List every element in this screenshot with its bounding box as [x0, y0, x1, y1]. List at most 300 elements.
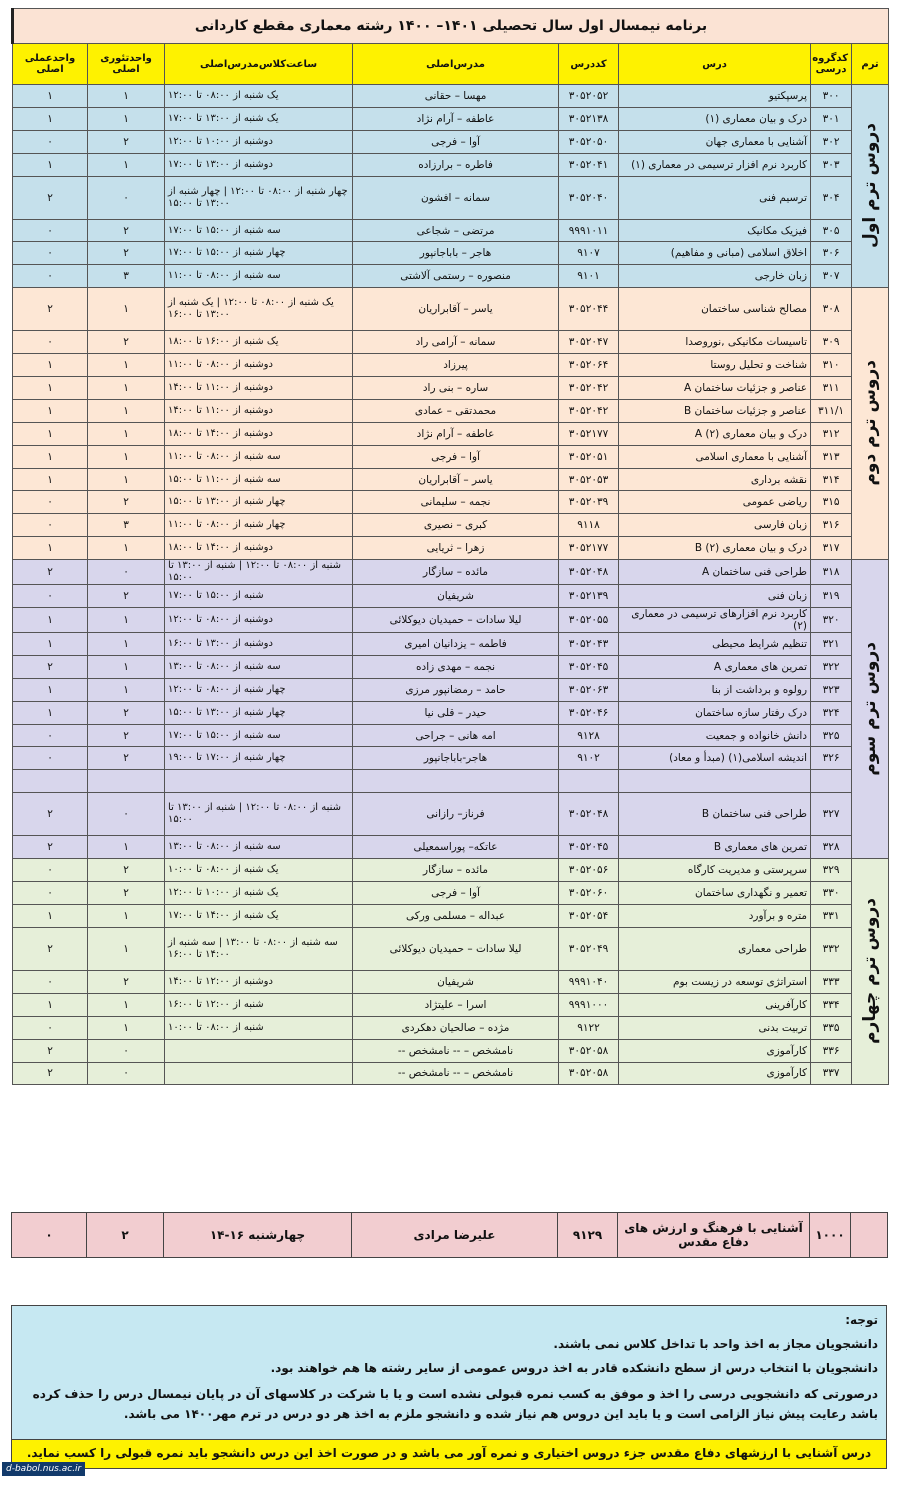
- theory-units: ۱: [88, 655, 165, 678]
- teacher: [353, 770, 559, 793]
- course-name: تعمیر و نگهداری ساختمان: [619, 882, 811, 905]
- course-id: ۹۹۹۱۰۱۱: [559, 219, 619, 242]
- table-row: [13, 176, 889, 219]
- extra-time: چهارشنبه ۱۶-۱۴: [164, 1213, 352, 1258]
- group-code: ۳۱۳: [811, 445, 852, 468]
- course-id: ۳۰۵۲۰۴۸: [559, 560, 619, 585]
- table-row: [13, 242, 889, 265]
- practical-units: ۰: [13, 585, 88, 608]
- teacher: مژده – صالحیان دهکردی: [353, 1016, 559, 1039]
- group-code: ۳۱۱/۱: [811, 399, 852, 422]
- group-code: ۳۱۶: [811, 514, 852, 537]
- practical-units: ۱: [13, 377, 88, 400]
- practical-units: ۲: [13, 836, 88, 859]
- class-time: دوشنبه از ۱۳:۰۰ تا ۱۷:۰۰: [165, 153, 353, 176]
- teacher: سمانه – آرامی راد: [353, 331, 559, 354]
- theory-units: ۱: [88, 107, 165, 130]
- teacher: سمانه – افشون: [353, 176, 559, 219]
- practical-units: ۱: [13, 633, 88, 656]
- practical-units: ۱: [13, 678, 88, 701]
- course-id: ۹۱۲۲: [559, 1016, 619, 1039]
- theory-units: ۱: [88, 993, 165, 1016]
- practical-units: ۲: [13, 560, 88, 585]
- course-name: متره و برآورد: [619, 905, 811, 928]
- class-time: شنبه از ۰۸:۰۰ تا ۱۲:۰۰ | شنبه از ۱۳:۰۰ تا ۱۵:۰۰: [165, 793, 353, 836]
- teacher: یاسر – آقابراریان: [353, 468, 559, 491]
- page-title: برنامه نیمسال اول سال تحصیلی ۱۴۰۱– ۱۴۰۰ رشته معماری مقطع کاردانی: [13, 9, 889, 44]
- theory-units: ۱: [88, 905, 165, 928]
- group-code: ۳۱۱: [811, 377, 852, 400]
- column-header: مدرس‌اصلی: [353, 44, 559, 85]
- class-time: یک شنبه از ۱۴:۰۰ تا ۱۷:۰۰: [165, 905, 353, 928]
- practical-units: ۱: [13, 701, 88, 724]
- column-header: واحدتئوری اصلی: [88, 44, 165, 85]
- class-time: شنبه از ۰۸:۰۰ تا ۱۲:۰۰ | شنبه از ۱۳:۰۰ تا ۱۵:۰۰: [165, 560, 353, 585]
- theory-units: ۱: [88, 399, 165, 422]
- teacher: حیدر – قلی نیا: [353, 701, 559, 724]
- teacher: هاجر – باباجانپور: [353, 242, 559, 265]
- course-id: ۳۰۵۲۰۴۸: [559, 793, 619, 836]
- practical-units: ۲: [13, 655, 88, 678]
- course-name: فیزیک مکانیک: [619, 219, 811, 242]
- course-id: ۹۱۰۲: [559, 747, 619, 770]
- extra-course: [11, 1212, 887, 1258]
- column-header: ساعت‌کلاس‌مدرس‌اصلی: [165, 44, 353, 85]
- extra-practical: ۰: [12, 1213, 87, 1258]
- theory-units: ۳: [88, 514, 165, 537]
- class-time: دوشنبه از ۱۲:۰۰ تا ۱۴:۰۰: [165, 970, 353, 993]
- theory-units: ۲: [88, 724, 165, 747]
- teacher: مائده – سازگار: [353, 859, 559, 882]
- group-code: [811, 770, 852, 793]
- course-name: زبان فارسی: [619, 514, 811, 537]
- practical-units: ۱: [13, 399, 88, 422]
- practical-units: ۰: [13, 882, 88, 905]
- teacher: فاطمه – یزدانیان امیری: [353, 633, 559, 656]
- theory-units: ۲: [88, 585, 165, 608]
- class-time: سه شنبه از ۰۸:۰۰ تا ۱۳:۰۰: [165, 836, 353, 859]
- course-id: ۳۰۵۲۰۴۹: [559, 927, 619, 970]
- course-id: [559, 770, 619, 793]
- course-id: ۹۹۹۱۰۰۰: [559, 993, 619, 1016]
- teacher: نجمه – مهدی زاده: [353, 655, 559, 678]
- column-header: واحدعملی اصلی: [13, 44, 88, 85]
- table-row: [13, 85, 889, 108]
- theory-units: ۱: [88, 354, 165, 377]
- table-row: [13, 130, 889, 153]
- group-code: ۳۰۲: [811, 130, 852, 153]
- course-name: سرپرستی و مدیریت کارگاه: [619, 859, 811, 882]
- course-name: کاربرد نرم افزارهای ترسیمی در معماری (۲): [619, 608, 811, 633]
- term-label: [852, 85, 889, 288]
- group-code: ۳۳۳: [811, 970, 852, 993]
- table-row: [13, 770, 889, 793]
- teacher: منصوره – رستمی آلاشتی: [353, 265, 559, 288]
- schedule-table: [11, 8, 889, 1085]
- course-id: ۳۰۵۲۱۳۸: [559, 107, 619, 130]
- group-code: ۳۲۰: [811, 608, 852, 633]
- theory-units: ۲: [88, 859, 165, 882]
- course-id: ۳۰۵۲۰۵۲: [559, 85, 619, 108]
- course-id: ۳۰۵۲۰۵۸: [559, 1062, 619, 1085]
- class-time: چهار شنبه از ۱۳:۰۰ تا ۱۵:۰۰: [165, 491, 353, 514]
- extra-course-table: [11, 1212, 888, 1258]
- class-time: چهار شنبه از ۰۸:۰۰ تا ۱۲:۰۰: [165, 678, 353, 701]
- teacher: پیرزاد: [353, 354, 559, 377]
- table-row: [13, 970, 889, 993]
- course-id: ۳۰۵۲۰۶۳: [559, 678, 619, 701]
- class-time: [165, 770, 353, 793]
- course-name: درک و بیان معماری (۲) A: [619, 422, 811, 445]
- course-id: ۳۰۵۲۰۴۳: [559, 633, 619, 656]
- class-time: سه شنبه از ۰۸:۰۰ تا ۱۱:۰۰: [165, 265, 353, 288]
- group-code: ۳۲۶: [811, 747, 852, 770]
- teacher: یاسر – آقابراریان: [353, 288, 559, 331]
- theory-units: ۱: [88, 85, 165, 108]
- practical-units: ۱: [13, 85, 88, 108]
- theory-units: ۱: [88, 678, 165, 701]
- theory-units: ۱: [88, 422, 165, 445]
- table-row: [13, 993, 889, 1016]
- class-time: سه شنبه از ۱۵:۰۰ تا ۱۷:۰۰: [165, 724, 353, 747]
- theory-units: ۲: [88, 882, 165, 905]
- course-name: زبان خارجی: [619, 265, 811, 288]
- notes-footer: درس آشنایی با ارزشهای دفاع مقدس جزء دروس اختیاری و نمره آور می باشد و در صورت اخذ این درس دانشجو باید نمره قبولی را کسب نماید.: [12, 1439, 886, 1468]
- course-name: دانش خانواده و جمعیت: [619, 724, 811, 747]
- practical-units: ۰: [13, 970, 88, 993]
- class-time: دوشنبه از ۱۱:۰۰ تا ۱۴:۰۰: [165, 399, 353, 422]
- course-id: ۳۰۵۲۰۵۴: [559, 905, 619, 928]
- group-code: ۳۱۲: [811, 422, 852, 445]
- group-code: ۳۲۳: [811, 678, 852, 701]
- table-row: [13, 608, 889, 633]
- class-time: [165, 1062, 353, 1085]
- teacher: نامشخص – -- نامشخص --: [353, 1062, 559, 1085]
- course-id: ۳۰۵۲۰۴۰: [559, 176, 619, 219]
- class-time: چهار شنبه از ۱۷:۰۰ تا ۱۹:۰۰: [165, 747, 353, 770]
- course-id: ۳۰۵۲۱۳۹: [559, 585, 619, 608]
- theory-units: ۰: [88, 793, 165, 836]
- class-time: شنبه از ۱۵:۰۰ تا ۱۷:۰۰: [165, 585, 353, 608]
- practical-units: ۱: [13, 153, 88, 176]
- theory-units: ۳: [88, 265, 165, 288]
- group-code: ۳۳۱: [811, 905, 852, 928]
- note-line: دانشجویان مجاز به اخذ واحد با تداخل کلاس نمی باشند.: [553, 1337, 878, 1351]
- practical-units: ۰: [13, 242, 88, 265]
- table-row: [13, 560, 889, 585]
- class-time: دوشنبه از ۱۱:۰۰ تا ۱۴:۰۰: [165, 377, 353, 400]
- table-row: [13, 153, 889, 176]
- course-name: کارآموزی: [619, 1039, 811, 1062]
- practical-units: ۱: [13, 608, 88, 633]
- class-time: [165, 1039, 353, 1062]
- practical-units: ۱: [13, 905, 88, 928]
- group-code: ۳۳۰: [811, 882, 852, 905]
- teacher: اسرا – علیتژاد: [353, 993, 559, 1016]
- group-code: ۳۱۴: [811, 468, 852, 491]
- teacher: فاطره – برارزاده: [353, 153, 559, 176]
- theory-units: ۲: [88, 701, 165, 724]
- course-name: درک و بیان معماری (۱): [619, 107, 811, 130]
- practical-units: ۰: [13, 265, 88, 288]
- class-time: سه شنبه از ۰۸:۰۰ تا ۱۳:۰۰ | سه شنبه از ۱۴:۰۰ تا ۱۶:۰۰: [165, 927, 353, 970]
- class-time: دوشنبه از ۱۳:۰۰ تا ۱۶:۰۰: [165, 633, 353, 656]
- course-id: ۳۰۵۲۰۵۵: [559, 608, 619, 633]
- header-row: [13, 44, 889, 85]
- group-code: ۳۲۷: [811, 793, 852, 836]
- theory-units: ۱: [88, 377, 165, 400]
- term-label-text: دروس ترم دوم: [860, 360, 881, 486]
- teacher: محمدتقی – عمادی: [353, 399, 559, 422]
- extra-course-row: [12, 1213, 888, 1258]
- class-time: دوشنبه از ۱۴:۰۰ تا ۱۸:۰۰: [165, 537, 353, 560]
- extra-course-name: آشنایی با فرهنگ و ارزش های دفاع مقدس: [618, 1213, 810, 1258]
- table-row: [13, 701, 889, 724]
- class-time: چهار شنبه از ۰۸:۰۰ تا ۱۱:۰۰: [165, 514, 353, 537]
- course-id: ۹۹۹۱۰۴۰: [559, 970, 619, 993]
- theory-units: ۱: [88, 288, 165, 331]
- course-name: اخلاق اسلامی (مبانی و مفاهیم): [619, 242, 811, 265]
- theory-units: ۱: [88, 537, 165, 560]
- class-time: یک شنبه از ۰۸:۰۰ تا ۱۲:۰۰ | یک شنبه از ۱۳:۰۰ تا ۱۶:۰۰: [165, 288, 353, 331]
- practical-units: ۲: [13, 1062, 88, 1085]
- table-row: [13, 927, 889, 970]
- group-code: ۳۳۴: [811, 993, 852, 1016]
- course-name: درک و بیان معماری (۲) B: [619, 537, 811, 560]
- class-time: شنبه از ۱۲:۰۰ تا ۱۶:۰۰: [165, 993, 353, 1016]
- course-id: ۳۰۵۲۰۳۹: [559, 491, 619, 514]
- practical-units: ۰: [13, 130, 88, 153]
- table-row: [13, 1039, 889, 1062]
- note-line: درصورتی که دانشجویی درسی را اخذ و موفق به کسب نمره قبولی نشده است و یا با شرکت در کلاسهای آن در پایان نیمسال درس را حذف کرده باشد رعایت پیش نیاز الزامی است و یا باید این دروس هم نیاز شده و دانشجو ملزم به اخذ هر دو درس در ترم مهر۱۴۰۰ می باشد.: [32, 1387, 878, 1421]
- table-row: [13, 265, 889, 288]
- practical-units: ۱: [13, 993, 88, 1016]
- group-code: ۳۲۸: [811, 836, 852, 859]
- theory-units: ۰: [88, 1062, 165, 1085]
- course-name: [619, 770, 811, 793]
- practical-units: ۰: [13, 491, 88, 514]
- table-row: [13, 633, 889, 656]
- theory-units: ۱: [88, 836, 165, 859]
- extra-teacher: علیرضا مرادی: [352, 1213, 558, 1258]
- group-code: ۳۲۴: [811, 701, 852, 724]
- table-row: [13, 219, 889, 242]
- group-code: ۳۰۰: [811, 85, 852, 108]
- theory-units: ۱: [88, 608, 165, 633]
- table-row: [13, 678, 889, 701]
- site-logo: d-babol.nus.ac.ir: [2, 1462, 85, 1476]
- theory-units: ۰: [88, 560, 165, 585]
- group-code: ۳۱۰: [811, 354, 852, 377]
- table-row: [13, 354, 889, 377]
- course-name: طراحی معماری: [619, 927, 811, 970]
- table-row: [13, 468, 889, 491]
- course-name: کارآموزی: [619, 1062, 811, 1085]
- class-time: دوشنبه از ۰۸:۰۰ تا ۱۲:۰۰: [165, 608, 353, 633]
- class-time: یک شنبه از ۰۸:۰۰ تا ۱۲:۰۰: [165, 85, 353, 108]
- extra-term-cell: [851, 1213, 888, 1258]
- course-id: ۳۰۵۲۰۵۸: [559, 1039, 619, 1062]
- practical-units: ۱: [13, 537, 88, 560]
- term-label: [852, 859, 889, 1085]
- class-time: دوشنبه از ۰۸:۰۰ تا ۱۱:۰۰: [165, 354, 353, 377]
- course-id: ۳۰۵۲۰۴۵: [559, 655, 619, 678]
- practical-units: ۰: [13, 1016, 88, 1039]
- theory-units: [88, 770, 165, 793]
- course-id: ۳۰۵۲۰۴۷: [559, 331, 619, 354]
- theory-units: ۱: [88, 927, 165, 970]
- table-row: [13, 1016, 889, 1039]
- course-id: ۳۰۵۲۰۴۶: [559, 701, 619, 724]
- teacher: آوا – فرجی: [353, 130, 559, 153]
- table-row: [13, 331, 889, 354]
- course-id: ۳۰۵۲۰۶۴: [559, 354, 619, 377]
- course-id: ۳۰۵۲۰۴۲: [559, 377, 619, 400]
- table-row: [13, 905, 889, 928]
- teacher: فرناز– رازانی: [353, 793, 559, 836]
- course-name: کارآفرینی: [619, 993, 811, 1016]
- practical-units: ۲: [13, 927, 88, 970]
- course-name: استراتژی توسعه در زیست بوم: [619, 970, 811, 993]
- term-label-text: دروس ترم چهارم: [860, 898, 881, 1045]
- course-name: کاربرد نرم افزار ترسیمی در معماری (۱): [619, 153, 811, 176]
- course-name: پرسپکتیو: [619, 85, 811, 108]
- course-name: تاسیسات مکانیکی ,نوروصدا: [619, 331, 811, 354]
- table-row: [13, 491, 889, 514]
- column-header: کددرس: [559, 44, 619, 85]
- theory-units: ۰: [88, 1039, 165, 1062]
- group-code: ۳۰۷: [811, 265, 852, 288]
- course-id: ۳۰۵۲۰۴۲: [559, 399, 619, 422]
- group-code: ۳۰۴: [811, 176, 852, 219]
- theory-units: ۱: [88, 468, 165, 491]
- course-name: عناصر و جزئیات ساختمان A: [619, 377, 811, 400]
- teacher: نامشخص – -- نامشخص --: [353, 1039, 559, 1062]
- extra-course-id: ۹۱۲۹: [558, 1213, 618, 1258]
- schedule-table-wrap: [11, 8, 887, 1085]
- teacher: کبری – نصیری: [353, 514, 559, 537]
- table-row: [13, 585, 889, 608]
- teacher: نجمه – سلیمانی: [353, 491, 559, 514]
- course-id: ۳۰۵۲۰۴۴: [559, 288, 619, 331]
- course-id: ۳۰۵۲۰۵۱: [559, 445, 619, 468]
- course-name: تمرین های معماری B: [619, 836, 811, 859]
- schedule-body: [13, 85, 889, 1085]
- theory-units: ۱: [88, 633, 165, 656]
- table-row: [13, 836, 889, 859]
- theory-units: ۲: [88, 491, 165, 514]
- table-row: [13, 747, 889, 770]
- course-name: آشنایی با معماری جهان: [619, 130, 811, 153]
- group-code: ۳۱۷: [811, 537, 852, 560]
- teacher: مائده – سازگار: [353, 560, 559, 585]
- group-code: ۳۳۲: [811, 927, 852, 970]
- teacher: عاطفه – آرام نژاد: [353, 422, 559, 445]
- course-name: نقشه برداری: [619, 468, 811, 491]
- teacher: هاجر-باباجانپور: [353, 747, 559, 770]
- practical-units: ۲: [13, 288, 88, 331]
- theory-units: ۲: [88, 242, 165, 265]
- class-time: چهار شنبه از ۱۵:۰۰ تا ۱۷:۰۰: [165, 242, 353, 265]
- group-code: ۳۱۵: [811, 491, 852, 514]
- practical-units: ۰: [13, 747, 88, 770]
- notes-box: [11, 1305, 887, 1469]
- group-code: ۳۲۵: [811, 724, 852, 747]
- course-id: ۳۰۵۲۰۶۰: [559, 882, 619, 905]
- class-time: چهار شنبه از ۰۸:۰۰ تا ۱۲:۰۰ | چهار شنبه از ۱۳:۰۰ تا ۱۵:۰۰: [165, 176, 353, 219]
- practical-units: ۱: [13, 354, 88, 377]
- course-id: ۳۰۵۲۰۴۱: [559, 153, 619, 176]
- class-time: دوشنبه از ۱۰:۰۰ تا ۱۲:۰۰: [165, 130, 353, 153]
- class-time: یک شنبه از ۱۶:۰۰ تا ۱۸:۰۰: [165, 331, 353, 354]
- practical-units: ۰: [13, 859, 88, 882]
- group-code: ۳۳۷: [811, 1062, 852, 1085]
- teacher: لیلا سادات – حمیدیان دیوکلائی: [353, 608, 559, 633]
- practical-units: ۱: [13, 468, 88, 491]
- course-id: ۳۰۵۲۰۵۶: [559, 859, 619, 882]
- table-row: [13, 1062, 889, 1085]
- practical-units: ۰: [13, 219, 88, 242]
- practical-units: ۱: [13, 445, 88, 468]
- course-id: ۳۰۵۲۰۵۰: [559, 130, 619, 153]
- table-row: [13, 655, 889, 678]
- class-time: چهار شنبه از ۱۳:۰۰ تا ۱۵:۰۰: [165, 701, 353, 724]
- course-id: ۹۱۲۸: [559, 724, 619, 747]
- class-time: یک شنبه از ۰۸:۰۰ تا ۱۰:۰۰: [165, 859, 353, 882]
- theory-units: ۲: [88, 970, 165, 993]
- group-code: ۳۲۱: [811, 633, 852, 656]
- teacher: آوا – فرجی: [353, 445, 559, 468]
- term-label-text: دروس ترم سوم: [860, 641, 881, 776]
- course-name: ریاضی عمومی: [619, 491, 811, 514]
- teacher: عاتکه– پوراسمعیلی: [353, 836, 559, 859]
- class-time: سه شنبه از ۰۸:۰۰ تا ۱۳:۰۰: [165, 655, 353, 678]
- teacher: آوا – فرجی: [353, 882, 559, 905]
- group-code: ۳۲۲: [811, 655, 852, 678]
- term-label: [852, 288, 889, 560]
- theory-units: ۱: [88, 153, 165, 176]
- course-id: ۳۰۵۲۰۴۵: [559, 836, 619, 859]
- group-code: ۳۱۸: [811, 560, 852, 585]
- course-name: عناصر و جزئیات ساختمان B: [619, 399, 811, 422]
- theory-units: ۲: [88, 219, 165, 242]
- course-name: تربیت بدنی: [619, 1016, 811, 1039]
- course-name: تنظیم شرایط محیطی: [619, 633, 811, 656]
- course-name: اندیشه اسلامی(۱) (مبدأ و معاد): [619, 747, 811, 770]
- group-code: ۳۰۵: [811, 219, 852, 242]
- course-name: زبان فنی: [619, 585, 811, 608]
- table-row: [13, 377, 889, 400]
- teacher: مهسا – حقانی: [353, 85, 559, 108]
- extra-code: ۱۰۰۰: [810, 1213, 851, 1258]
- theory-units: ۲: [88, 747, 165, 770]
- course-name: رولوه و برداشت از بنا: [619, 678, 811, 701]
- theory-units: ۲: [88, 331, 165, 354]
- theory-units: ۰: [88, 176, 165, 219]
- course-id: ۹۱۰۷: [559, 242, 619, 265]
- class-time: یک شنبه از ۱۰:۰۰ تا ۱۲:۰۰: [165, 882, 353, 905]
- class-time: سه شنبه از ۱۱:۰۰ تا ۱۵:۰۰: [165, 468, 353, 491]
- group-code: ۳۰۱: [811, 107, 852, 130]
- course-id: ۳۰۵۲۱۷۷: [559, 537, 619, 560]
- note-line: دانشجویان با انتخاب درس از سطح دانشکده قادر به اخذ دروس عمومی از سایر رشته ها هم خواهند بود.: [270, 1361, 878, 1375]
- practical-units: ۲: [13, 793, 88, 836]
- theory-units: ۱: [88, 1016, 165, 1039]
- group-code: ۳۱۹: [811, 585, 852, 608]
- teacher: لیلا سادات – حمیدیان دیوکلائی: [353, 927, 559, 970]
- practical-units: ۰: [13, 724, 88, 747]
- teacher: عبداله – مسلمی ورکی: [353, 905, 559, 928]
